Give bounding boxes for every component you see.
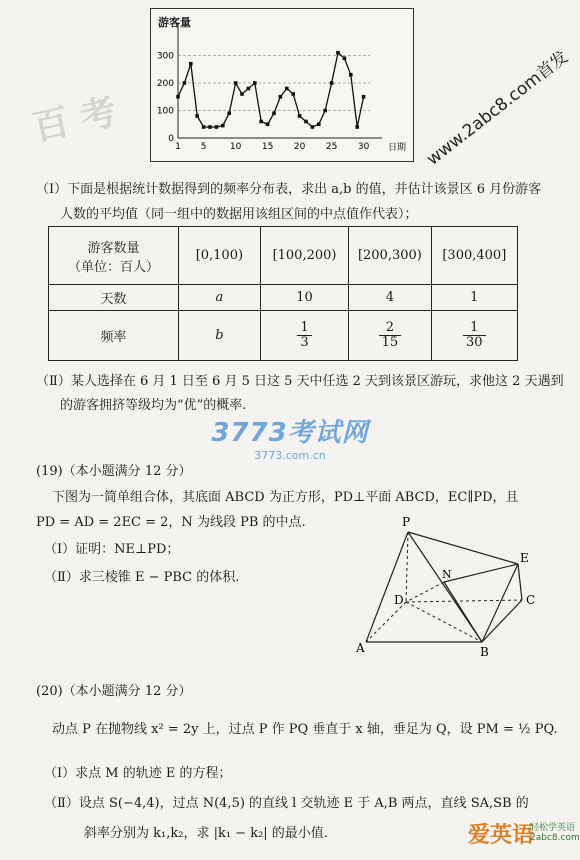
x-tick-label: 5 [200, 142, 207, 152]
q18-part2-line2: 的游客拥挤等级均为“优”的概率. [60, 398, 247, 413]
y-tick-label: 300 [156, 51, 174, 62]
data-point [279, 95, 283, 99]
chart-y-axis-label: 游客量 [158, 16, 191, 29]
interval-3: [300,400] [431, 227, 517, 285]
data-point [183, 81, 187, 85]
series-line [178, 53, 364, 127]
interval-2: [200,300) [349, 227, 431, 285]
data-point [247, 87, 251, 91]
y-tick-label: 200 [156, 79, 174, 89]
data-point [253, 81, 257, 85]
corner-logo: 爱英语 轻松学英语 2abc8.com [468, 823, 580, 848]
x-tick-label: 1 [175, 142, 181, 152]
diagonal-watermark: www.2abc8.com首发 [423, 47, 573, 170]
visitor-line-chart [150, 8, 412, 160]
row-days-label: 天数 [49, 285, 179, 311]
q20-part2: （Ⅱ）设点 S(−4,4)，过点 N(4,5) 的直线 l 交轨迹 E 于 A,B 两点，直线 SA,SB 的 [44, 796, 529, 811]
faint-watermark: 百 考 [29, 91, 121, 150]
table-header-label: 游客数量 （单位：百人） [49, 227, 179, 285]
label-D: D [394, 593, 404, 607]
label-N: N [442, 568, 452, 581]
label-A: A [356, 641, 365, 655]
days-1: 1 [431, 285, 517, 311]
data-point [336, 51, 340, 55]
data-point [208, 125, 212, 129]
days-4: 4 [349, 285, 431, 311]
x-tick-label: 20 [293, 142, 306, 152]
data-point [215, 125, 219, 129]
data-point [240, 92, 244, 96]
data-point [195, 114, 199, 118]
center-logo-watermark: 3773考试网 3773.com.cn [211, 418, 369, 462]
x-tick-label: 15 [261, 142, 274, 152]
data-point [317, 122, 321, 126]
data-point [291, 92, 295, 96]
data-point [234, 81, 238, 85]
q20-part2-line2: 斜率分别为 k₁,k₂，求 |k₁ − k₂| 的最小值. [84, 826, 328, 841]
row-freq-label: 频率 [49, 311, 179, 361]
freq-1-30: $\frac{1}{30}$ [431, 311, 517, 361]
q20-heading: (20)（本小题满分 12 分） [36, 684, 192, 699]
label-B: B [480, 645, 489, 659]
freq-2-15: $\frac{2}{15}$ [349, 311, 431, 361]
data-point [349, 73, 353, 77]
pyramid-figure [350, 512, 550, 662]
data-point [221, 124, 225, 128]
days-10: 10 [260, 285, 348, 311]
data-point [285, 87, 289, 91]
q19-heading: (19)（本小题满分 12 分） [36, 464, 192, 479]
q20-line1: 动点 P 在抛物线 x² = 2y 上，过点 P 作 PQ 垂直于 x 轴，垂足为 Q，设 PM = ½ PQ. [52, 722, 558, 737]
q19-part1: （Ⅰ）证明：NE⊥PD； [44, 542, 180, 557]
x-axis-label: 日期 [388, 143, 407, 153]
x-tick-label: 30 [357, 142, 370, 152]
q19-line1: 下图为一简单组合体，其底面 ABCD 为正方形，PD⊥平面 ABCD，EC∥PD，且 [52, 490, 519, 505]
q20-part1: （Ⅰ）求点 M 的轨迹 E 的方程； [44, 766, 232, 781]
q19-line2: PD = AD = 2EC = 2，N 为线段 PB 的中点. [36, 515, 306, 530]
interval-1: [100,200) [260, 227, 348, 285]
days-a: a [178, 285, 260, 311]
data-point [176, 95, 180, 99]
data-point [343, 56, 347, 60]
data-point [202, 125, 206, 129]
data-point [298, 114, 302, 118]
data-point [189, 62, 193, 66]
frequency-table [48, 226, 518, 361]
x-tick-label: 10 [229, 142, 242, 152]
freq-1-3: $\frac{1}{3}$ [260, 311, 348, 361]
data-point [272, 111, 276, 115]
label-P: P [402, 515, 411, 529]
q18-part2-line1: （Ⅱ）某人选择在 6 月 1 日至 6 月 5 日这 5 天中任选 2 天到该景区游玩，求他这 2 天遇到 [36, 374, 564, 389]
data-point [355, 125, 359, 129]
data-point [304, 120, 308, 124]
q18-part1-line1: （Ⅰ）下面是根据统计数据得到的频率分布表，求出 a,b 的值，并估计该景区 6 月份游客 [36, 182, 542, 197]
freq-b: b [178, 311, 260, 361]
data-point [266, 122, 270, 126]
x-tick-label: 25 [325, 142, 338, 152]
data-point [259, 120, 263, 124]
data-point [311, 125, 315, 129]
label-C: C [526, 593, 536, 607]
y-tick-label: 100 [156, 106, 174, 117]
data-point [330, 81, 334, 85]
label-E: E [520, 551, 529, 565]
data-point [227, 111, 231, 115]
y-tick-label: 0 [168, 134, 174, 144]
data-point [323, 109, 327, 113]
q19-part2: （Ⅱ）求三棱锥 E − PBC 的体积. [44, 570, 240, 585]
data-point [362, 95, 366, 99]
interval-0: [0,100) [178, 227, 260, 285]
q18-part1-line2: 人数的平均值（同一组中的数据用该组区间的中点值作代表）； [60, 207, 418, 222]
